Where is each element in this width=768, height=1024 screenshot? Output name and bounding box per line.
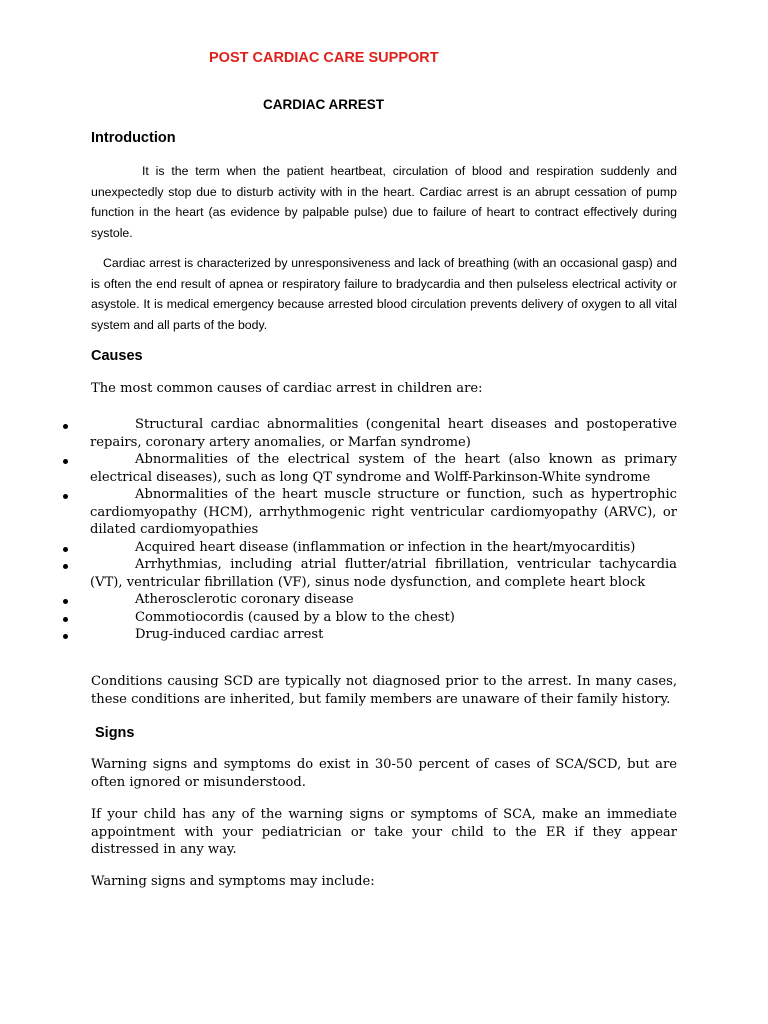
causes-list [0, 416, 768, 644]
bullet-icon [63, 494, 68, 499]
introduction-paragraph-2: Cardiac arrest is characterized by unresponsiveness and lack of breathing (with an occasional gasp) and is often the end result of apnea or respiratory failure to bradycardia and then pulseless electrical activity or asystole. It is medical emergency because arrested blood circulation prevents delivery of oxygen to all vital system and all parts of the body. [91, 256, 677, 333]
bullet-icon [63, 617, 68, 622]
bullet-icon [63, 424, 68, 429]
causes-heading: Causes [91, 348, 143, 364]
list-item-text: Commotiocordis (caused by a blow to the chest) [135, 609, 455, 625]
signs-paragraph-1: Warning signs and symptoms do exist in 30-50 percent of cases of SCA/SCD, but are often ignored or misunderstood. [91, 757, 677, 790]
list-item [0, 539, 768, 557]
bullet-icon [63, 599, 68, 604]
list-item-text: Drug-induced cardiac arrest [135, 627, 324, 642]
document-title: POST CARDIAC CARE SUPPORT [209, 50, 439, 66]
list-item-text: Abnormalities of the electrical system of the heart (also known as primary electrical diseases), such as long QT syndrome and Wolff-Parkinson-White syndrome [90, 452, 677, 485]
causes-lead: The most common causes of cardiac arrest in children are: [91, 381, 483, 396]
list-item-text: Arrhythmias, including atrial flutter/atrial fibrillation, ventricular tachycardia (VT), ventricular fibrillation (VF), sinus node dysfunction, and complete heart block [90, 557, 677, 590]
list-item-text: Acquired heart disease (inflammation or infection in the heart/myocarditis) [135, 539, 636, 555]
introduction-heading: Introduction [91, 130, 176, 146]
bullet-icon [63, 634, 68, 639]
list-item-text: Atherosclerotic coronary disease [135, 592, 354, 607]
list-item [0, 416, 768, 451]
signs-heading: Signs [95, 725, 135, 741]
list-item [0, 556, 768, 591]
list-item [0, 626, 768, 644]
list-item [0, 591, 768, 609]
list-item-text: Abnormalities of the heart muscle structure or function, such as hypertrophic cardiomyopathy (HCM), arrhythmogenic right ventricular cardiomyopathy (ARVC), or dilated cardiomyopathies [90, 487, 677, 537]
signs-paragraph-3: Warning signs and symptoms may include: [91, 874, 375, 889]
signs-paragraph-2: If your child has any of the warning signs or symptoms of SCA, make an immediate appointment with your pediatrician or take your child to the ER if they appear distressed in any way. [91, 807, 677, 857]
list-item [0, 451, 768, 486]
list-item [0, 609, 768, 627]
document-subtitle: CARDIAC ARREST [263, 97, 384, 112]
bullet-icon [63, 564, 68, 569]
causes-closing: Conditions causing SCD are typically not diagnosed prior to the arrest. In many cases, these conditions are inherited, but family members are unaware of their family history. [91, 674, 677, 707]
list-item-text: Structural cardiac abnormalities (congenital heart diseases and postoperative repairs, coronary artery anomalies, or Marfan syndrome) [90, 417, 677, 450]
bullet-icon [63, 459, 68, 464]
bullet-icon [63, 547, 68, 552]
introduction-paragraph-1: It is the term when the patient heartbeat, circulation of blood and respiration suddenly and unexpectedly stop due to disturb activity with in the heart. Cardiac arrest is an abrupt cessation of pump function in the heart (as evidence by palpable pulse) due to failure of heart to contract effectively during systole. [91, 164, 677, 241]
list-item [0, 486, 768, 539]
